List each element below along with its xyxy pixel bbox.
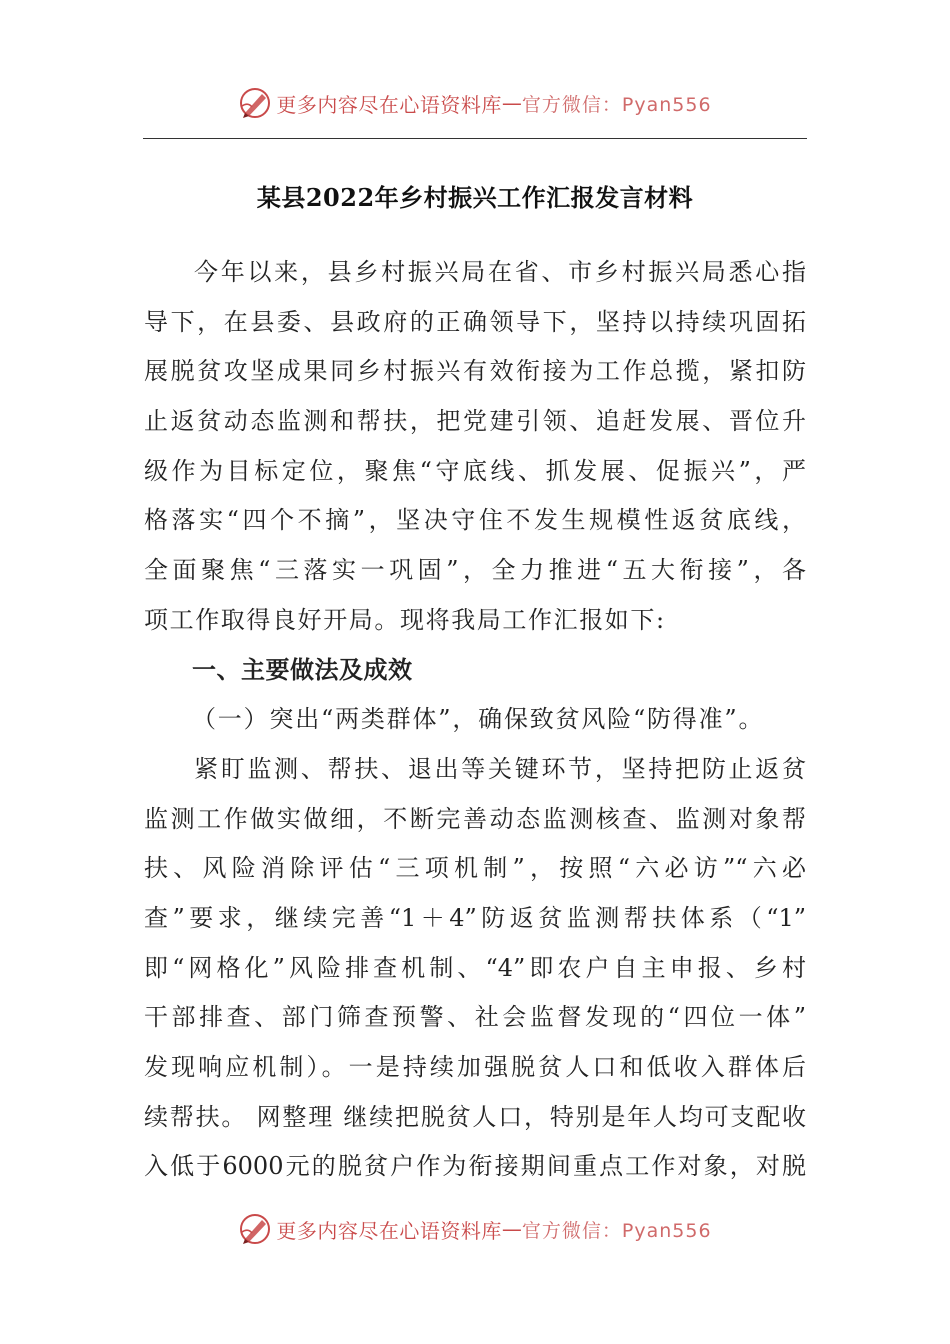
- banner-text: 更多内容尽在心语资料库: [276, 1218, 502, 1243]
- header-banner: [0, 83, 950, 123]
- body-line: 今年以来，县乡村振兴局在省、市乡村振兴局悉心指: [194, 258, 806, 286]
- body-line: 止返贫动态监测和帮扶，把党建引领、追赶发展、晋位升: [144, 407, 806, 436]
- banner-separator: —: [501, 91, 522, 115]
- body-line: 发现响应机制）。一是持续加强脱贫人口和低收入群体后: [144, 1053, 806, 1081]
- banner-wechat: 官方微信：Pyan556: [521, 1219, 712, 1242]
- section-heading: 一、主要做法及成效: [192, 655, 413, 684]
- body-line: 干部排查、部门筛查预警、社会监督发现的“四位一体”: [144, 1003, 806, 1032]
- subsection-heading: （一）突出“两类群体”，确保致贫风险“防得准”。: [192, 705, 765, 734]
- banner-text: 更多内容尽在心语资料库: [276, 92, 502, 117]
- body-line: 入低于6000元的脱贫户作为衔接期间重点工作对象，对脱: [144, 1152, 806, 1181]
- pen-logo-icon: [238, 1212, 272, 1246]
- body-line: 扶、风险消除评估“三项机制”，按照“六必访”“六必: [144, 854, 806, 883]
- body-line: 全面聚焦“三落实一巩固”，全力推进“五大衔接”，各: [144, 556, 806, 585]
- body-line: 导下，在县委、县政府的正确领导下，坚持以持续巩固拓: [144, 307, 806, 336]
- pen-logo-icon: [238, 86, 272, 120]
- body-line: 展脱贫攻坚成果同乡村振兴有效衔接为工作总揽，紧扣防: [144, 357, 806, 386]
- header-rule: [143, 138, 807, 139]
- body-line: 级作为目标定位，聚焦“守底线、抓发展、促振兴”，严: [144, 456, 806, 485]
- body-line: 续帮扶。 网整理 继续把脱贫人口，特别是年人均可支配收: [144, 1102, 806, 1131]
- banner-wechat: 官方微信：Pyan556: [521, 93, 712, 116]
- body-line: 查”要求，继续完善“1＋4”防返贫监测帮扶体系（“1”: [144, 903, 806, 932]
- document-title: 某县2022年乡村振兴工作汇报发言材料: [256, 183, 694, 212]
- body-line: 监测工作做实做细，不断完善动态监测核查、监测对象帮: [144, 804, 806, 833]
- body-line: 即“网格化”风险排查机制、“4”即农户自主申报、乡村: [144, 953, 806, 982]
- banner-separator: —: [501, 1217, 522, 1241]
- body-line: 紧盯监测、帮扶、退出等关键环节，坚持把防止返贫: [194, 754, 806, 783]
- body-line: 项工作取得良好开局。现将我局工作汇报如下:: [144, 605, 666, 634]
- document-body: [144, 248, 806, 1192]
- body-line: 格落实“四个不摘”，坚决守住不发生规模性返贫底线，: [144, 506, 806, 535]
- footer-banner: [0, 1209, 950, 1249]
